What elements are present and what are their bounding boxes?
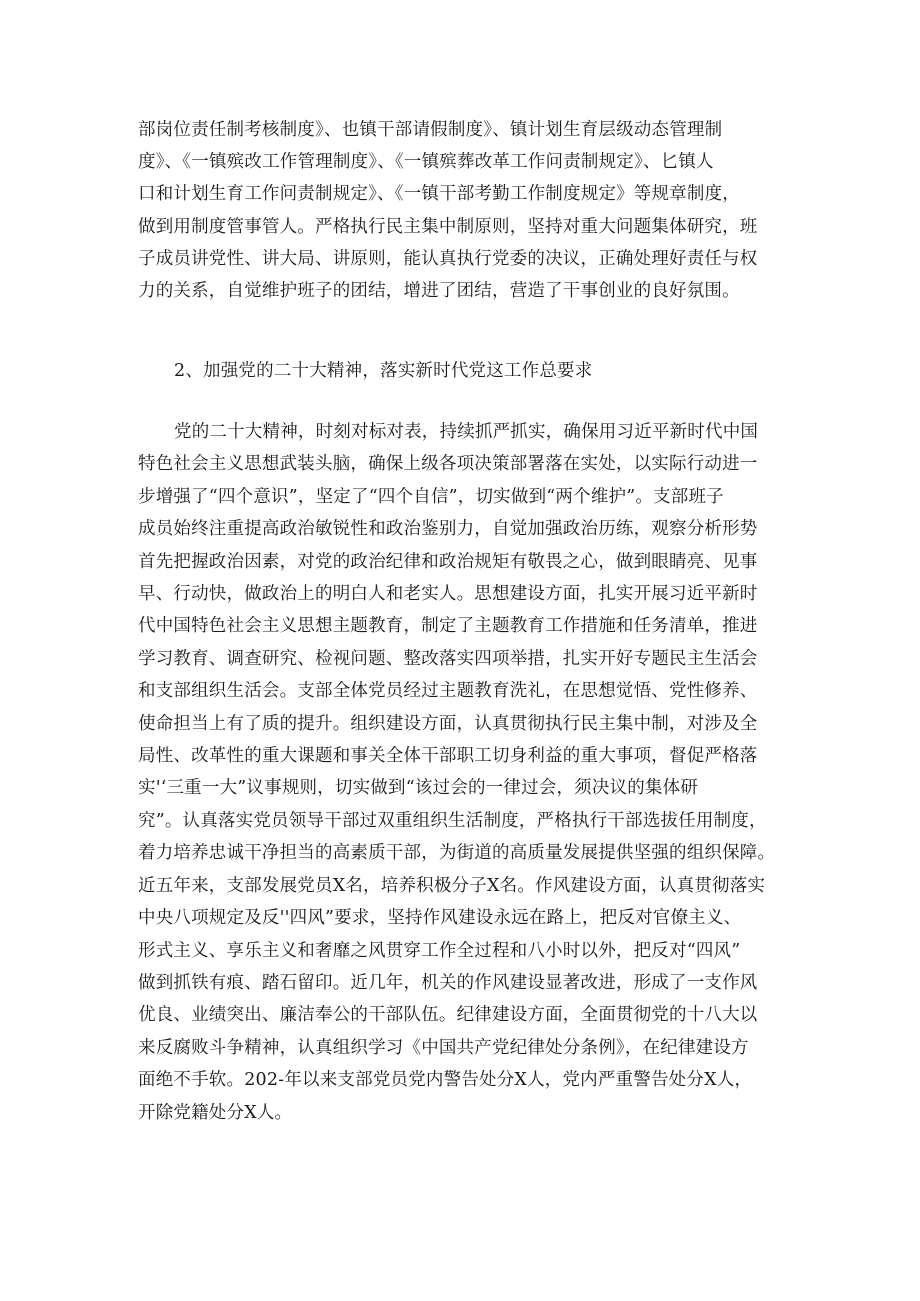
text-line: 学习教育、调查研究、检视问题、整改落实四项举措，扎实开好专题民主生活会 (138, 648, 758, 669)
text-line: 着力培养忠诚干净担当的高素质干部，为街道的高质量发展提供坚强的组织保障。 (138, 843, 776, 864)
text-line: 使命担当上有了质的提升。组织建设方面，认真贯彻执行民主集中制，对涉及全 (138, 713, 758, 734)
section-heading (138, 357, 834, 381)
text-line: 部岗位责任制考核制度》、也镇干部请假制度》、镇计划生育层级动态管理制 (138, 120, 723, 140)
text-line: 和支部组织生活会。支部全体党员经过主题教育洗礼，在思想觉悟、党性修养、 (138, 681, 758, 702)
text-line: 优良、业绩突出、廉洁奉公的干部队伍。纪律建设方面，全面贯彻党的十八大以 (138, 1005, 758, 1026)
text-line: 实'‘三重一大”议事规则，切实做到“该过会的一律过会，须决议的集体研 (138, 778, 699, 799)
text-line: 步增强了“四个意识”，坚定了“四个自信”，切实做到“两个维护”。支部班子 (138, 486, 724, 507)
text-line: 早、行动快，做政治上的明白人和老实人。思想建设方面，扎实开展习近平新时 (138, 584, 758, 605)
text-line: 面绝不手软。202-年以来支部党员党内警告处分X人，党内严重警告处分X人， (138, 1070, 753, 1091)
text-line: 首先把握政治因素，对党的政治纪律和政治规矩有敬畏之心，做到眼睛亮、见事 (138, 551, 758, 572)
text-line: 来反腐败斗争精神，认真组织学习《中国共产党纪律处分条例》，在纪律建设方 (138, 1037, 749, 1058)
text-line: 党的二十大精神，时刻对标对表，持续抓严抓实，确保用习近平新时代中国 (174, 422, 759, 442)
text-line: 开除党籍处分X人。 (138, 1102, 293, 1123)
text-line: 形式主义、享乐主义和奢靡之风贯穿工作全过程和八小时以外，把反对“四风” (138, 940, 741, 961)
text-line: 做到抓铁有痕、踏石留印。近几年，机关的作风建设显著改进，形成了一支作风 (138, 972, 758, 993)
text-line: 口和计划生育工作问责制规定》、《一镇干部考勤工作制度规定》等规章制度， (138, 184, 740, 205)
text-line: 究”。认真落实党员领导干部过双重组织生活制度，严格执行干部选拔任用制度， (138, 810, 767, 831)
text-line: 局性、改革性的重大课题和事关全体干部职工切身利益的重大事项，督促严格落 (138, 746, 758, 767)
text-line: 做到用制度管事管人。严格执行民主集中制原则，坚持对重大问题集体研究，班 (138, 216, 758, 237)
paragraph-rules-and-regulations (138, 114, 798, 307)
text-line: 特色社会主义思想武装头脑，确保上级各项决策部署落在实处，以实际行动进一 (138, 454, 758, 475)
heading-text: 2、加强党的二十大精神，落实新时代党这工作总要求 (174, 361, 593, 381)
text-line: 近五年来，支部发展党员X名，培养积极分子X名。作风建设方面，认真贯彻落实 (138, 875, 766, 896)
text-line: 度》、《一镇殡改工作管理制度》、《一镇殡葬改革工作问责制规定》、匕镇人 (138, 152, 714, 173)
text-line: 成员始终注重提高政治敏锐性和政治鉴别力，自觉加强政治历练，观察分析形势 (138, 519, 758, 540)
text-line: 子成员讲党性、讲大局、讲原则，能认真执行党委的决议，正确处理好责任与权 (138, 248, 758, 269)
text-line: 力的关系，自觉维护班子的团结，增进了团结，营造了干事创业的良好氛围。 (138, 281, 740, 302)
text-line: 代中国特色社会主义思想主题教育，制定了主题教育工作措施和任务清单，推进 (138, 616, 758, 637)
text-line: 中央八项规定及反''四风”要求，坚持作风建设永远在路上，把反对官僚主义、 (138, 908, 742, 929)
paragraph-party-spirit (138, 416, 798, 1129)
